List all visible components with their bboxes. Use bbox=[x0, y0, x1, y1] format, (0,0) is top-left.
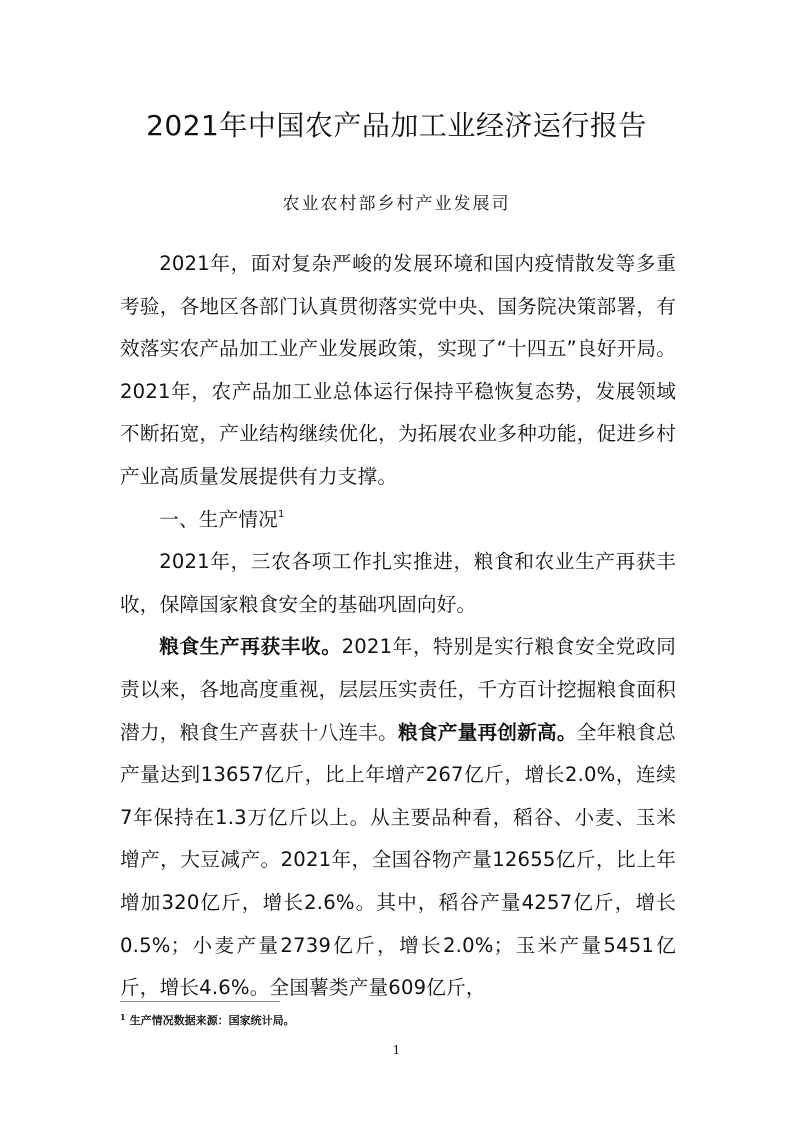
grain-paragraph-text-1: 2021年，特别是实行粮食安全党政同责以来，各地高度重视，层层压实责任，千方百计挖掘粮食面积潜力，粮食生产喜获十八连丰。 bbox=[120, 635, 676, 744]
footnote-marker: 1 bbox=[120, 1012, 126, 1022]
footnote-divider bbox=[120, 1001, 280, 1002]
grain-paragraph bbox=[120, 626, 676, 1009]
production-paragraph: 2021年，三农各项工作扎实推进，粮食和农业生产再获丰收，保障国家粮食安全的基础巩固向好。 bbox=[120, 550, 676, 616]
grain-lead-heading: 粮食生产再获丰收。 bbox=[159, 635, 342, 659]
document-title: 2021年中国农产品加工业经济运行报告 bbox=[146, 109, 647, 142]
footnote-text: 生产情况数据来源：国家统计局。 bbox=[129, 1014, 295, 1027]
footnote bbox=[120, 1012, 295, 1028]
footnote-reference: 1 bbox=[277, 508, 285, 520]
grain-output-heading: 粮食产量再创新高。 bbox=[398, 720, 577, 744]
section-heading-text: 一、生产情况 bbox=[159, 507, 278, 531]
document-body bbox=[120, 243, 676, 1010]
page-number: 1 bbox=[392, 1043, 401, 1057]
section-heading bbox=[120, 499, 676, 542]
intro-paragraph: 2021年，面对复杂严峻的发展环境和国内疫情散发等多重考验，各地区各部门认真贯彻落实党中央、国务院决策部署，有效落实农产品加工业产业发展政策，实现了“十四五”良好开局。2021年，农产品加工业总体运行保持平稳恢复态势，发展领域不断拓宽，产业结构继续优化，为拓展农业多种功能，促进乡村产业高质量发展提供有力支撑。 bbox=[120, 252, 676, 488]
document-author: 农业农村部乡村产业发展司 bbox=[282, 194, 511, 214]
grain-paragraph-text-2: 全年粮食总产量达到13657亿斤，比上年增产267亿斤，增长2.0%，连续7年保持在1.3万亿斤以上。从主要品种看，稻谷、小麦、玉米增产，大豆减产。2021年，全国谷物产量12655亿斤，比上年增加320亿斤，增长2.6%。其中，稻谷产量4257亿斤，增长0.5%；小麦产量2739亿斤，增长2.0%；玉米产量5451亿斤，增长4.6%。全国薯类产量609亿斤， bbox=[120, 720, 676, 1000]
